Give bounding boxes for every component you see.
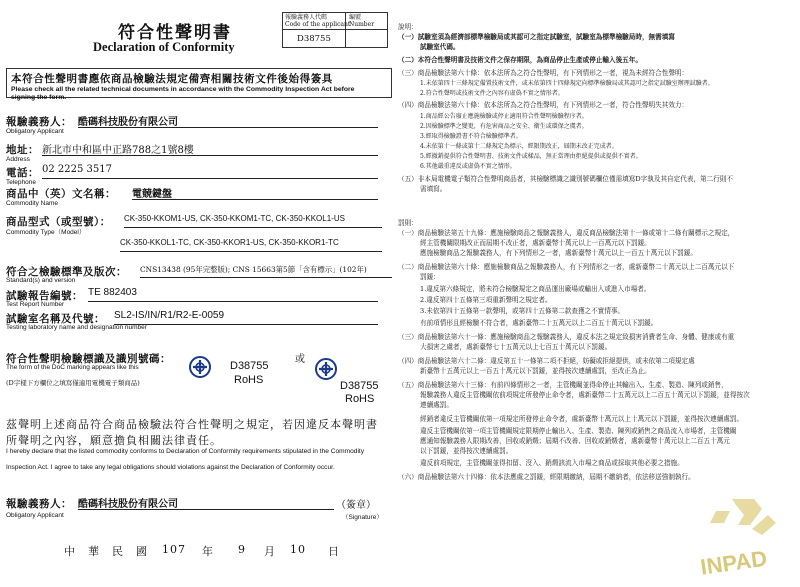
marking-label-en: The form of the DoC marking appears like this xyxy=(6,364,139,371)
reg-code-value: D38755 xyxy=(297,34,331,44)
marking-label: 符合性聲明檢驗標識及識別號碼： xyxy=(6,353,171,365)
penalty-2c: 1.違反第六條規定，將未符合檢驗規定之商品運出廠場或輸出入或進入市場者。 xyxy=(420,285,651,293)
type-value-line-1: CK-350-KKOM1-US, CK-350-KKOM1-TC, CK-350-KKOL1-US xyxy=(124,214,382,228)
tel-label: 電話： xyxy=(6,167,39,179)
marking-note: (D字樣下方欄位之填寫僅適用電機電子類商品) xyxy=(6,379,140,387)
note-3: （三）商品檢驗法第六十條：依本法所為之符合性聲明，有下列情形之一者，視為未經符合性聲明： xyxy=(398,69,689,77)
date-year-unit: 年 xyxy=(202,545,214,558)
bsmi-mark-icon xyxy=(315,358,337,384)
declaration-en-2: Inspection Act. I agree to take any legal obligations should violations against the Declaration of Conformity occur. xyxy=(6,464,335,471)
mark-rohs-2: RoHS xyxy=(345,393,375,405)
date-year: 107 xyxy=(162,543,186,556)
note-5b: 需填寫。 xyxy=(420,185,447,193)
date-month-unit: 月 xyxy=(264,545,276,558)
note-4a: 1.商品經公告廢止應施檢驗或停止適用符合性聲明檢驗程序者。 xyxy=(420,113,588,120)
penalty-5d: 經銷者違反主管機關依第一項規定所發停止命令者，處新臺幣十萬元以上十萬元以下罰鍰，並得按次連續處罰。 xyxy=(420,415,744,423)
signature-applicant-value: 酷碼科技股份有限公司 xyxy=(78,495,334,510)
address-label: 地址： xyxy=(6,144,39,156)
penalty-6: （六）商品檢驗法第六十四條：依本法應處之罰鍰，經限期繳納，屆期不繳納者，依法移送強制執行。 xyxy=(398,473,695,481)
penalty-heading: 罰則： xyxy=(398,219,418,227)
date-prefix: 中 華 民 國 xyxy=(64,545,148,558)
tel-label-en: Telephone xyxy=(6,179,36,186)
commodity-value: 電競鍵盤 xyxy=(132,185,378,200)
mark-rohs: RoHS xyxy=(234,374,264,386)
note-1b: 試驗室代碼。 xyxy=(420,43,460,51)
reg-code-label-en: Code of the applicant xyxy=(285,21,351,28)
note-4f: 6.其他嚴重違反或虛偽不實之情形。 xyxy=(420,163,516,170)
note-3b: 2.符合性聲明或技術文件之內容有虛偽不實之情形者。 xyxy=(420,90,564,97)
bsmi-mark-icon xyxy=(189,356,211,382)
penalty-5g: 以下罰鍰，並得按次連續處罰。 xyxy=(420,447,513,455)
report-label: 試驗報告編號： xyxy=(6,290,83,302)
note-1: （一）試驗室須為經濟部標準檢驗局或其認可之指定試驗室，試驗室為標準檢驗局時，無需填寫 xyxy=(398,33,675,41)
penalty-4: （四）商品檢驗法第六十二條：違反第五十一條第二項不拒絕，妨礙或拒絕提供，或未依第二項規定處 xyxy=(398,357,695,365)
penalty-1b: 經主管機關限期改正而屆期不改正者，處新臺幣十萬元以上一百萬元以下罰鍰。 xyxy=(420,239,651,247)
note-5: （五）非本局電機電子類符合性聲明商品者，其檢驗標識之識別號碼欄位僅需填寫D字執及其自定代表，第二行則不 xyxy=(398,175,733,183)
mark-code-2: D38755 xyxy=(340,380,379,392)
penalty-2b: 罰鍰： xyxy=(420,273,440,281)
note-4d: 4.未依第十一條或第十二條規定為標示，經限期改正，屆期未改正完成者。 xyxy=(420,143,618,150)
declaration-cn-2: 所聲明之內容，願意擔負相關法律責任。 xyxy=(6,434,222,447)
date-day-unit: 日 xyxy=(328,545,340,558)
note-4b: 2.因檢驗標準之變更，有危害商品之安全、衛生或環保之虞者。 xyxy=(420,123,588,130)
penalty-1: （一）商品檢驗法第五十九條：應施檢驗商品之報驗義務人，違反商品檢驗法第十一條或第十二條有關標示之規定， xyxy=(398,229,735,237)
title-chinese: 符合性聲明書 xyxy=(118,23,232,43)
note-4e: 5.經撤銷提供符合性聲明書、技術文件或樣品，無正當理由拒絕提供或提供不實者。 xyxy=(420,153,642,160)
penalty-5b: 報驗義務人違反主管機關依前項規定所發停止命令者，處新臺幣二十五萬元以上二百五十萬元以下罰鍰，並得按次 xyxy=(420,391,750,399)
address-value: 新北市中和區中正路788之1號8樓 xyxy=(42,141,378,156)
commodity-label-en: Commodity Name xyxy=(6,200,59,207)
penalty-5e: 違反主管機關依第一項主管機關規定限期停止輸出入、生產、製造、陳列或銷售之商品流入市場者，主管機關 xyxy=(420,427,737,435)
inpad-watermark-logo xyxy=(692,495,792,575)
lab-value: SL2-IS/IN/R1/R2-E-0059 xyxy=(114,310,378,325)
penalty-2e: 3.未依第四十五條第一款聲明，或第四十五條第二款查獲之不實情事。 xyxy=(420,307,625,315)
number-label-cn: 編號 xyxy=(349,14,362,21)
number-label-en: Number xyxy=(349,21,375,28)
penalty-3b: 大損害之虞者，處新臺幣七十五萬元以上七百五十萬元以下罰鍰。 xyxy=(420,343,612,351)
penalty-5: （五）商品檢驗法第六十三條：有前四條情形之一者，主管機關並得命停止其輸出入、生產、製造、陳列或銷售， xyxy=(398,381,728,389)
banner-text-en-2: signing the form. xyxy=(11,94,67,101)
signature-stamp-label-en: （Signature） xyxy=(342,514,383,521)
penalty-5h: 違反前項規定，主管機關並得扣留、沒入、銷燬該流入市場之商品或採取其他必要之措施。 xyxy=(420,459,684,467)
lab-label-en: Testing laboratory name and designation number xyxy=(6,324,147,331)
notes-heading: 說明： xyxy=(398,23,418,31)
date-day: 10 xyxy=(290,543,306,556)
or-text: 或 xyxy=(295,354,305,365)
declaration-cn-1: 茲聲明上述商品符合商品檢驗法符合性聲明之規定，若因違反本聲明書 xyxy=(6,418,378,431)
note-4c: 3.經取得檢驗證書不符合檢驗標準者。 xyxy=(420,133,522,140)
standard-value: CNS13438 (95年完整版); CNS 15663第5節「含有標示」(102年) xyxy=(140,264,392,278)
penalty-1c: 應施檢驗商品之報驗義務人，有下列情形之一者，處新臺幣十萬元以上一百五十萬元以下罰鍰。 xyxy=(420,249,697,257)
watermark-text: INPAD xyxy=(698,545,769,575)
instruction-banner xyxy=(6,68,392,101)
commodity-label: 商品中（英）文名稱： xyxy=(6,188,116,200)
title-english: Declaration of Conformity xyxy=(93,40,235,54)
penalty-2d: 2.違反第四十五條第三項重新聲明之規定者。 xyxy=(420,296,552,304)
penalty-4b: 新臺幣十五萬元以上一百五十萬元以下罰鍰，並得按次連續處罰，至改正為止。 xyxy=(420,367,651,375)
date-month: 9 xyxy=(238,543,246,556)
penalty-5f: 應通知報驗義務人限期改善，回收或銷燬；屆期不改善、回收或銷燬者，處新臺幣十萬元以上二百五十萬元 xyxy=(420,437,730,445)
note-3a: 1.未依第四十三條規定備置技術文件，或未依第四十四條規定向標準檢驗局或其認可之指定試驗室辦理試驗者。 xyxy=(420,80,714,87)
tel-value: 02 2225 3517 xyxy=(42,164,378,179)
declaration-en-1: I hereby declare that the listed commodity conforms to Declaration of Conformity requirements stipulated in the Commodity xyxy=(6,448,365,455)
penalty-3: （三）商品檢驗法第六十一條：應施檢驗商品之報驗義務人，違反本法之規定致損害消費者生命、身體、健康或有重 xyxy=(398,333,735,341)
signature-stamp-label: （簽章） xyxy=(336,500,376,511)
mark-code: D38755 xyxy=(230,360,269,372)
penalty-2: （二）商品檢驗法第六十條：應施檢驗商品之報驗義務人，有下列情形之一者，處新臺幣二十萬元以上二百萬元以下 xyxy=(398,263,735,271)
standard-label: 符合之檢驗標準及版次： xyxy=(6,266,127,278)
reg-code-label-cn: 報驗義務人代碼 xyxy=(285,14,328,21)
signature-applicant-label-en: Obligatory Applicant xyxy=(6,512,64,519)
type-label: 商品型式（或型號）： xyxy=(6,216,111,228)
type-value-line-2: CK-350-KKOL1-TC, CK-350-KKOR1-US, CK-350-KKOR1-TC xyxy=(120,238,382,252)
signature-applicant-label: 報驗義務人： xyxy=(6,498,72,510)
penalty-5c: 連續處罰。 xyxy=(420,401,453,409)
note-2: （二）本符合性聲明書及技術文件之保存期限，為商品停止生產或停止輸入後五年。 xyxy=(398,56,642,64)
applicant-value: 酷碼科技股份有限公司 xyxy=(78,113,378,128)
banner-text-cn: 本符合性聲明書應依商品檢驗法規定備齊相關技術文件後始得簽具 xyxy=(11,73,333,85)
report-value: TE 882403 xyxy=(88,287,378,302)
banner-text-en-1: Please check all the related technical documents in accordance with the Commodity Inspection Act before xyxy=(11,86,355,93)
penalty-2f: 有前項情形且經檢驗不符合者，處新臺幣二十五萬元以上二百五十萬元以下罰鍰。 xyxy=(420,319,658,327)
report-label-en: Test Report Number xyxy=(6,301,65,308)
applicant-label-en: Obligatory Applicant xyxy=(6,128,64,135)
type-label-en: Commodity Type（Model） xyxy=(6,229,86,236)
standard-label-en: Standard(s) and version xyxy=(6,277,76,284)
note-4: （四）商品檢驗法第六十條：依本法所為之符合性聲明，有下列情形之一者，符合性聲明失其效力： xyxy=(398,101,689,109)
address-label-en: Address xyxy=(6,156,30,163)
lab-label: 試驗室名稱及代號： xyxy=(6,313,105,325)
applicant-label: 報驗義務人： xyxy=(6,116,72,128)
registration-box xyxy=(282,12,388,48)
